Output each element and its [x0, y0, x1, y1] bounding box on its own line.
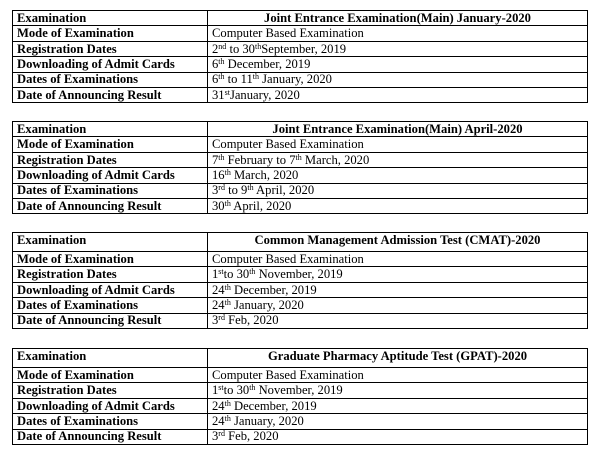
table-row [13, 122, 588, 137]
table-row [13, 383, 588, 398]
registration-label: Registration Dates [13, 383, 208, 398]
table-row [13, 57, 588, 72]
admit-card-label: Downloading of Admit Cards [13, 398, 208, 413]
result-label: Date of Announcing Result [13, 313, 208, 328]
mode-label: Mode of Examination [13, 26, 208, 41]
result-label: Date of Announcing Result [13, 198, 208, 213]
mode-value: Computer Based Examination [208, 368, 588, 383]
table-row [13, 398, 588, 413]
registration-value: 7th February to 7th March, 2020 [208, 152, 588, 167]
registration-value: 2nd to 30thSeptember, 2019 [208, 41, 588, 56]
table-row [13, 11, 588, 26]
mode-label: Mode of Examination [13, 368, 208, 383]
admit-card-value: 16th March, 2020 [208, 168, 588, 183]
exam-name: Common Management Admission Test (CMAT)-2020 [208, 233, 588, 252]
admit-card-value: 6th December, 2019 [208, 57, 588, 72]
admit-card-label: Downloading of Admit Cards [13, 57, 208, 72]
table-row [13, 368, 588, 383]
exam-dates-value: 3rd to 9th April, 2020 [208, 183, 588, 198]
admit-card-label: Downloading of Admit Cards [13, 168, 208, 183]
result-value: 3rd Feb, 2020 [208, 429, 588, 444]
examination-label: Examination [13, 349, 208, 368]
table-row [13, 87, 588, 102]
result-value: 30th April, 2020 [208, 198, 588, 213]
table-row [13, 298, 588, 313]
mode-label: Mode of Examination [13, 252, 208, 267]
registration-label: Registration Dates [13, 152, 208, 167]
registration-value: 1stto 30th November, 2019 [208, 267, 588, 282]
table-row [13, 198, 588, 213]
exam-table-jee-main-january [12, 10, 588, 103]
table-row [13, 72, 588, 87]
result-label: Date of Announcing Result [13, 429, 208, 444]
exam-table-jee-main-april [12, 121, 588, 214]
exam-table-cmat [12, 232, 588, 329]
exam-dates-label: Dates of Examinations [13, 414, 208, 429]
table-row [13, 313, 588, 328]
table-row [13, 137, 588, 152]
table-row [13, 252, 588, 267]
table-row [13, 414, 588, 429]
table-row [13, 183, 588, 198]
table-row [13, 282, 588, 297]
examination-label: Examination [13, 11, 208, 26]
admit-card-value: 24th December, 2019 [208, 282, 588, 297]
exam-table-gpat [12, 348, 588, 445]
registration-value: 1stto 30th November, 2019 [208, 383, 588, 398]
exam-dates-value: 24th January, 2020 [208, 414, 588, 429]
table-row [13, 41, 588, 56]
table-row [13, 26, 588, 41]
admit-card-value: 24th December, 2019 [208, 398, 588, 413]
mode-value: Computer Based Examination [208, 26, 588, 41]
result-label: Date of Announcing Result [13, 87, 208, 102]
examination-label: Examination [13, 122, 208, 137]
examination-label: Examination [13, 233, 208, 252]
exam-name: Joint Entrance Examination(Main) January-2020 [208, 11, 588, 26]
exam-dates-value: 24th January, 2020 [208, 298, 588, 313]
exam-dates-label: Dates of Examinations [13, 298, 208, 313]
exam-name: Graduate Pharmacy Aptitude Test (GPAT)-2020 [208, 349, 588, 368]
mode-value: Computer Based Examination [208, 252, 588, 267]
table-row [13, 168, 588, 183]
mode-label: Mode of Examination [13, 137, 208, 152]
table-row [13, 233, 588, 252]
registration-label: Registration Dates [13, 267, 208, 282]
table-row [13, 429, 588, 444]
table-row [13, 349, 588, 368]
exam-dates-label: Dates of Examinations [13, 72, 208, 87]
result-value: 3rd Feb, 2020 [208, 313, 588, 328]
registration-label: Registration Dates [13, 41, 208, 56]
result-value: 31stJanuary, 2020 [208, 87, 588, 102]
mode-value: Computer Based Examination [208, 137, 588, 152]
admit-card-label: Downloading of Admit Cards [13, 282, 208, 297]
exam-dates-value: 6th to 11th January, 2020 [208, 72, 588, 87]
exam-dates-label: Dates of Examinations [13, 183, 208, 198]
table-row [13, 267, 588, 282]
exam-name: Joint Entrance Examination(Main) April-2020 [208, 122, 588, 137]
table-row [13, 152, 588, 167]
